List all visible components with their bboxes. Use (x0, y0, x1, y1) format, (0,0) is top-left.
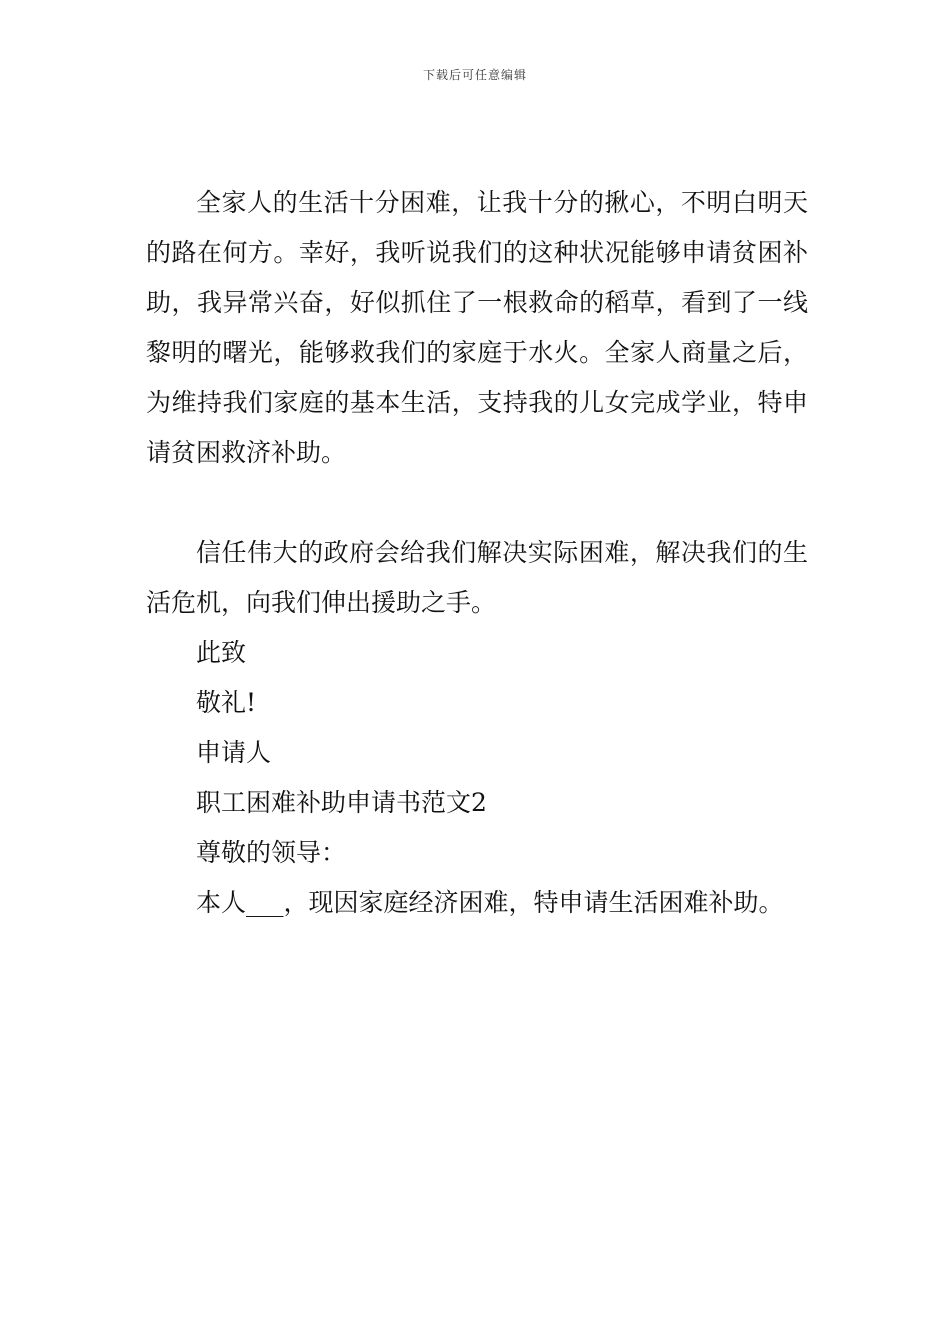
document-body (146, 178, 808, 928)
section-title: 职工困难补助申请书范文2 (196, 788, 487, 817)
header-note: 下载后可任意编辑 (422, 68, 527, 82)
body-paragraph-3: 本人___，现因家庭经济困难，特申请生活困难补助。 (196, 888, 784, 917)
body-paragraph-2: 信任伟大的政府会给我们解决实际困难，解决我们的生活危机，向我们伸出援助之手。 (146, 538, 808, 617)
closing-line-1: 此致 (196, 638, 247, 667)
salutation: 尊敬的领导： (196, 838, 347, 867)
applicant-label: 申请人 (196, 738, 272, 767)
body-paragraph-1: 全家人的生活十分困难，让我十分的揪心，不明白明天的路在何方。幸好，我听说我们的这种状况能够申请贫困补助，我异常兴奋，好似抓住了一根救命的稻草，看到了一线黎明的曙光，能够救我们的家庭于水火。全家人商量之后，为维持我们家庭的基本生活，支持我的儿女完成学业，特申请贫困救济补助。 (146, 188, 808, 467)
closing-line-2: 敬礼! (196, 688, 257, 717)
